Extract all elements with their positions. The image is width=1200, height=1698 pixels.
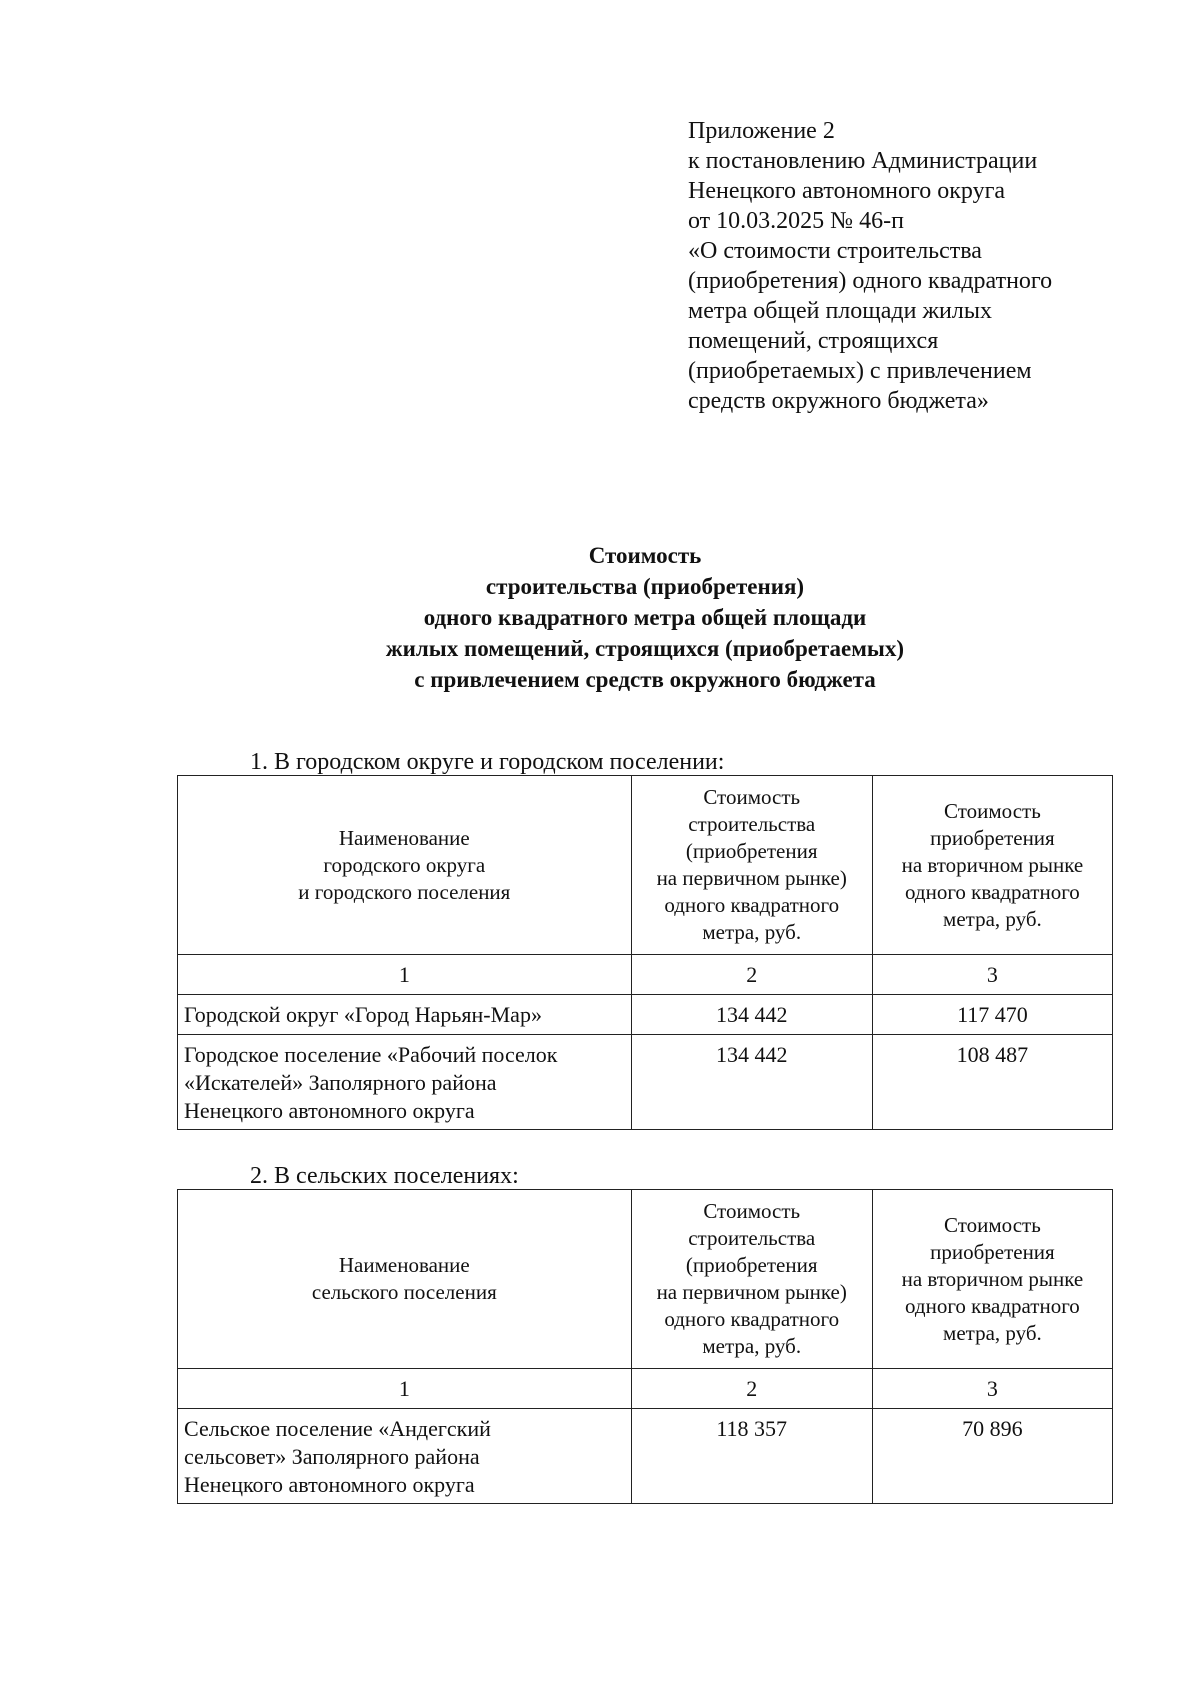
primary-cost: 134 442 [631,995,872,1035]
title-line: Стоимость [588,543,702,568]
appendix-line: средств окружного бюджета» [688,388,989,414]
section2-table [177,1189,1113,1504]
column-number: 3 [872,1369,1112,1409]
appendix-line: Ненецкого автономного округа [688,178,1006,204]
section1-table [177,775,1113,1130]
appendix-line: к постановлению Администрации [688,148,1038,174]
document-title [160,540,1130,695]
header-name: Наименование сельского поселения [178,1190,632,1369]
title-line: одного квадратного метра общей площади [423,605,867,630]
header-secondary-cost: Стоимость приобретения на вторичном рынке одного квадратного метра, руб. [872,1190,1112,1369]
column-number: 2 [631,1369,872,1409]
section2-heading: 2. В сельских поселениях: [250,1163,519,1189]
column-number-row [178,955,1113,995]
column-number: 3 [872,955,1112,995]
title-line: жилых помещений, строящихся (приобретаемых) [385,636,905,661]
column-number-row [178,1369,1113,1409]
section1-heading: 1. В городском округе и городском поселении: [250,749,725,775]
table-header-row [178,1190,1113,1369]
secondary-cost: 108 487 [872,1035,1112,1130]
appendix-line: Приложение 2 [688,118,835,144]
appendix-line: от 10.03.2025 № 46-п [688,208,904,234]
header-primary-cost: Стоимость строительства (приобретения на первичном рынке) одного квадратного метра, руб. [631,1190,872,1369]
appendix-line: (приобретения) одного квадратного [688,268,1053,294]
appendix-reference [688,116,1158,416]
appendix-line: помещений, строящихся [688,328,939,354]
column-number: 2 [631,955,872,995]
secondary-cost: 117 470 [872,995,1112,1035]
header-primary-cost: Стоимость строительства (приобретения на первичном рынке) одного квадратного метра, руб. [631,776,872,955]
secondary-cost: 70 896 [872,1409,1112,1504]
title-line: с привлечением средств окружного бюджета [414,667,876,692]
title-line: строительства (приобретения) [485,574,805,599]
primary-cost: 134 442 [631,1035,872,1130]
header-name: Наименование городского округа и городского поселения [178,776,632,955]
settlement-name: Городское поселение «Рабочий поселок «Искателей» Заполярного района Ненецкого автономного округа [178,1035,632,1130]
appendix-line: метра общей площади жилых [688,298,992,324]
appendix-line: (приобретаемых) с привлечением [688,358,1032,384]
table-row [178,1409,1113,1504]
table-row [178,995,1113,1035]
column-number: 1 [178,1369,632,1409]
header-secondary-cost: Стоимость приобретения на вторичном рынке одного квадратного метра, руб. [872,776,1112,955]
settlement-name: Сельское поселение «Андегский сельсовет» Заполярного района Ненецкого автономного округа [178,1409,632,1504]
appendix-line: «О стоимости строительства [688,238,982,264]
primary-cost: 118 357 [631,1409,872,1504]
table-row [178,1035,1113,1130]
settlement-name: Городской округ «Город Нарьян-Мар» [178,995,632,1035]
column-number: 1 [178,955,632,995]
table-header-row [178,776,1113,955]
